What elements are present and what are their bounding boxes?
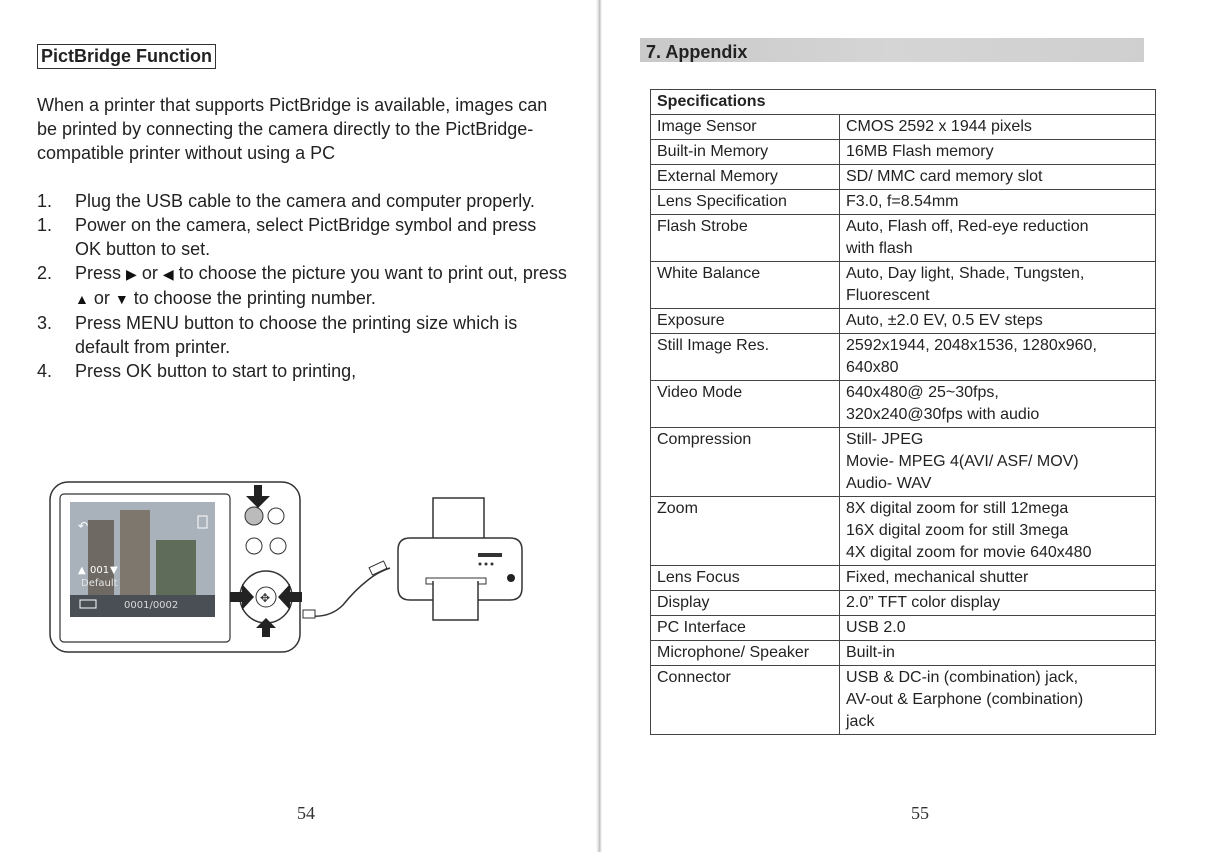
spec-value-line: Fluorescent <box>846 287 930 304</box>
spec-value-line: Movie- MPEG 4(AVI/ ASF/ MOV) <box>846 453 1079 470</box>
spec-value <box>840 190 1156 215</box>
spec-value-line: Still- JPEG <box>846 431 924 448</box>
table-row <box>651 309 1156 334</box>
spec-label: Image Sensor <box>651 115 840 140</box>
intro-paragraph: When a printer that supports PictBridge is available, images can be printed by connecting the camera directly to the PictBridge-compatible printer without using a PC <box>37 95 548 163</box>
step-text-part: or <box>93 288 110 308</box>
spec-label: Exposure <box>651 309 840 334</box>
table-row <box>651 566 1156 591</box>
svg-text:▼: ▼ <box>110 565 118 576</box>
step-item <box>37 189 567 213</box>
spec-value-line: 16MB Flash memory <box>846 143 994 160</box>
spec-label: Built-in Memory <box>651 140 840 165</box>
table-row <box>651 428 1156 497</box>
step-text: Press OK button to start to printing, <box>75 361 357 381</box>
left-arrow-icon: ◀ <box>162 266 174 282</box>
appendix-heading: 7. Appendix <box>646 42 748 62</box>
table-row <box>651 381 1156 428</box>
down-arrow-icon: ▼ <box>114 291 129 307</box>
spec-value-line: F3.0, f=8.54mm <box>846 193 959 210</box>
spec-value-line: with flash <box>846 240 913 257</box>
spec-value <box>840 428 1156 497</box>
specifications-body <box>651 115 1156 735</box>
table-row <box>651 334 1156 381</box>
svg-text:✥: ✥ <box>260 591 271 605</box>
step-text-part: or <box>141 263 158 283</box>
spec-value <box>840 641 1156 666</box>
spec-value <box>840 309 1156 334</box>
specifications-table <box>650 89 1156 735</box>
spec-value-line: Auto, Flash off, Red-eye reduction <box>846 218 1089 235</box>
spec-value <box>840 115 1156 140</box>
spec-value <box>840 262 1156 309</box>
step-text: Plug the USB cable to the camera and computer properly. <box>75 191 535 211</box>
spec-value-line: Audio- WAV <box>846 475 932 492</box>
spec-value <box>840 334 1156 381</box>
table-row <box>651 165 1156 190</box>
step-text: Press MENU button to choose the printing size which is default from printer. <box>75 313 518 357</box>
printer-paper-top <box>433 498 484 542</box>
svg-text:▲: ▲ <box>78 565 86 576</box>
screen-counter: 001 <box>90 565 110 576</box>
spec-label: Microphone/ Speaker <box>651 641 840 666</box>
step-item <box>37 311 567 359</box>
table-row <box>651 616 1156 641</box>
right-arrow-icon: ▶ <box>126 266 137 282</box>
spec-value-line: jack <box>846 713 875 730</box>
spec-label: Zoom <box>651 497 840 566</box>
spec-label: Display <box>651 591 840 616</box>
spec-value-line: 640x80 <box>846 359 899 376</box>
step-text: Power on the camera, select PictBridge symbol and press OK button to set. <box>75 215 537 259</box>
spec-label: Flash Strobe <box>651 215 840 262</box>
steps-list <box>37 189 567 383</box>
spec-value <box>840 215 1156 262</box>
spec-value-line: Built-in <box>846 644 895 661</box>
spec-label: Lens Specification <box>651 190 840 215</box>
spec-value <box>840 591 1156 616</box>
step-text-part: Press <box>75 263 122 283</box>
table-row <box>651 262 1156 309</box>
spec-value-line: USB 2.0 <box>846 619 906 636</box>
up-arrow-icon: ▲ <box>75 291 89 307</box>
step-number: 2. <box>37 263 53 283</box>
table-title: Specifications <box>651 90 1156 115</box>
usb-cable <box>303 568 390 616</box>
spec-value <box>840 497 1156 566</box>
left-page <box>0 0 600 852</box>
spec-value-line: 8X digital zoom for still 12mega <box>846 500 1069 517</box>
spec-label: PC Interface <box>651 616 840 641</box>
step-item <box>37 359 567 383</box>
spec-value-line: Fixed, mechanical shutter <box>846 569 1029 586</box>
table-row <box>651 641 1156 666</box>
step-text-part: to choose the picture you want to print out, press <box>178 263 567 283</box>
spec-value-line: USB & DC-in (combination) jack, <box>846 669 1079 686</box>
screen-label: Default <box>81 578 118 589</box>
spec-value-line: CMOS 2592 x 1944 pixels <box>846 118 1032 135</box>
step-text-part: to choose the printing number. <box>133 288 376 308</box>
screen-frame-number: 0001/0002 <box>124 600 179 611</box>
step-item <box>37 213 567 261</box>
table-row <box>651 497 1156 566</box>
spec-value-line: AV-out & Earphone (combination) <box>846 691 1084 708</box>
spec-value <box>840 616 1156 641</box>
spec-value-line: 2.0” TFT color display <box>846 594 1001 611</box>
spec-value <box>840 381 1156 428</box>
step-item <box>37 261 567 311</box>
section-heading: PictBridge Function <box>37 44 216 69</box>
spec-value-line: Auto, Day light, Shade, Tungsten, <box>846 265 1085 282</box>
step-number: 4. <box>37 361 53 381</box>
spec-label: Still Image Res. <box>651 334 840 381</box>
table-row <box>651 215 1156 262</box>
spec-value <box>840 165 1156 190</box>
spec-value-line: 4X digital zoom for movie 640x480 <box>846 544 1092 561</box>
spec-value-line: 2592x1944, 2048x1536, 1280x960, <box>846 337 1097 354</box>
spec-label: External Memory <box>651 165 840 190</box>
svg-text:↶: ↶ <box>78 519 89 533</box>
spec-value-line: Auto, ±2.0 EV, 0.5 EV steps <box>846 312 1043 329</box>
table-row <box>651 140 1156 165</box>
camera-printer-illustration <box>48 480 528 655</box>
spec-value-line: SD/ MMC card memory slot <box>846 168 1043 185</box>
page-number-left: 54 <box>297 803 315 823</box>
table-row <box>651 115 1156 140</box>
page-number-right: 55 <box>911 803 929 823</box>
step-number: 1. <box>37 215 53 235</box>
spec-value <box>840 140 1156 165</box>
spec-label: Video Mode <box>651 381 840 428</box>
spec-value-line: 16X digital zoom for still 3mega <box>846 522 1069 539</box>
spec-label: Compression <box>651 428 840 497</box>
spec-value-line: 640x480@ 25~30fps, <box>846 384 999 401</box>
step-number: 3. <box>37 313 53 333</box>
table-row <box>651 190 1156 215</box>
spec-label: Connector <box>651 666 840 735</box>
spec-value <box>840 666 1156 735</box>
spec-label: White Balance <box>651 262 840 309</box>
printer-paper-out <box>433 581 478 620</box>
step-number: 1. <box>37 191 53 211</box>
spec-value-line: 320x240@30fps with audio <box>846 406 1040 423</box>
table-row <box>651 591 1156 616</box>
spec-label: Lens Focus <box>651 566 840 591</box>
spec-value <box>840 566 1156 591</box>
table-row <box>651 666 1156 735</box>
table-header-row <box>651 90 1156 115</box>
